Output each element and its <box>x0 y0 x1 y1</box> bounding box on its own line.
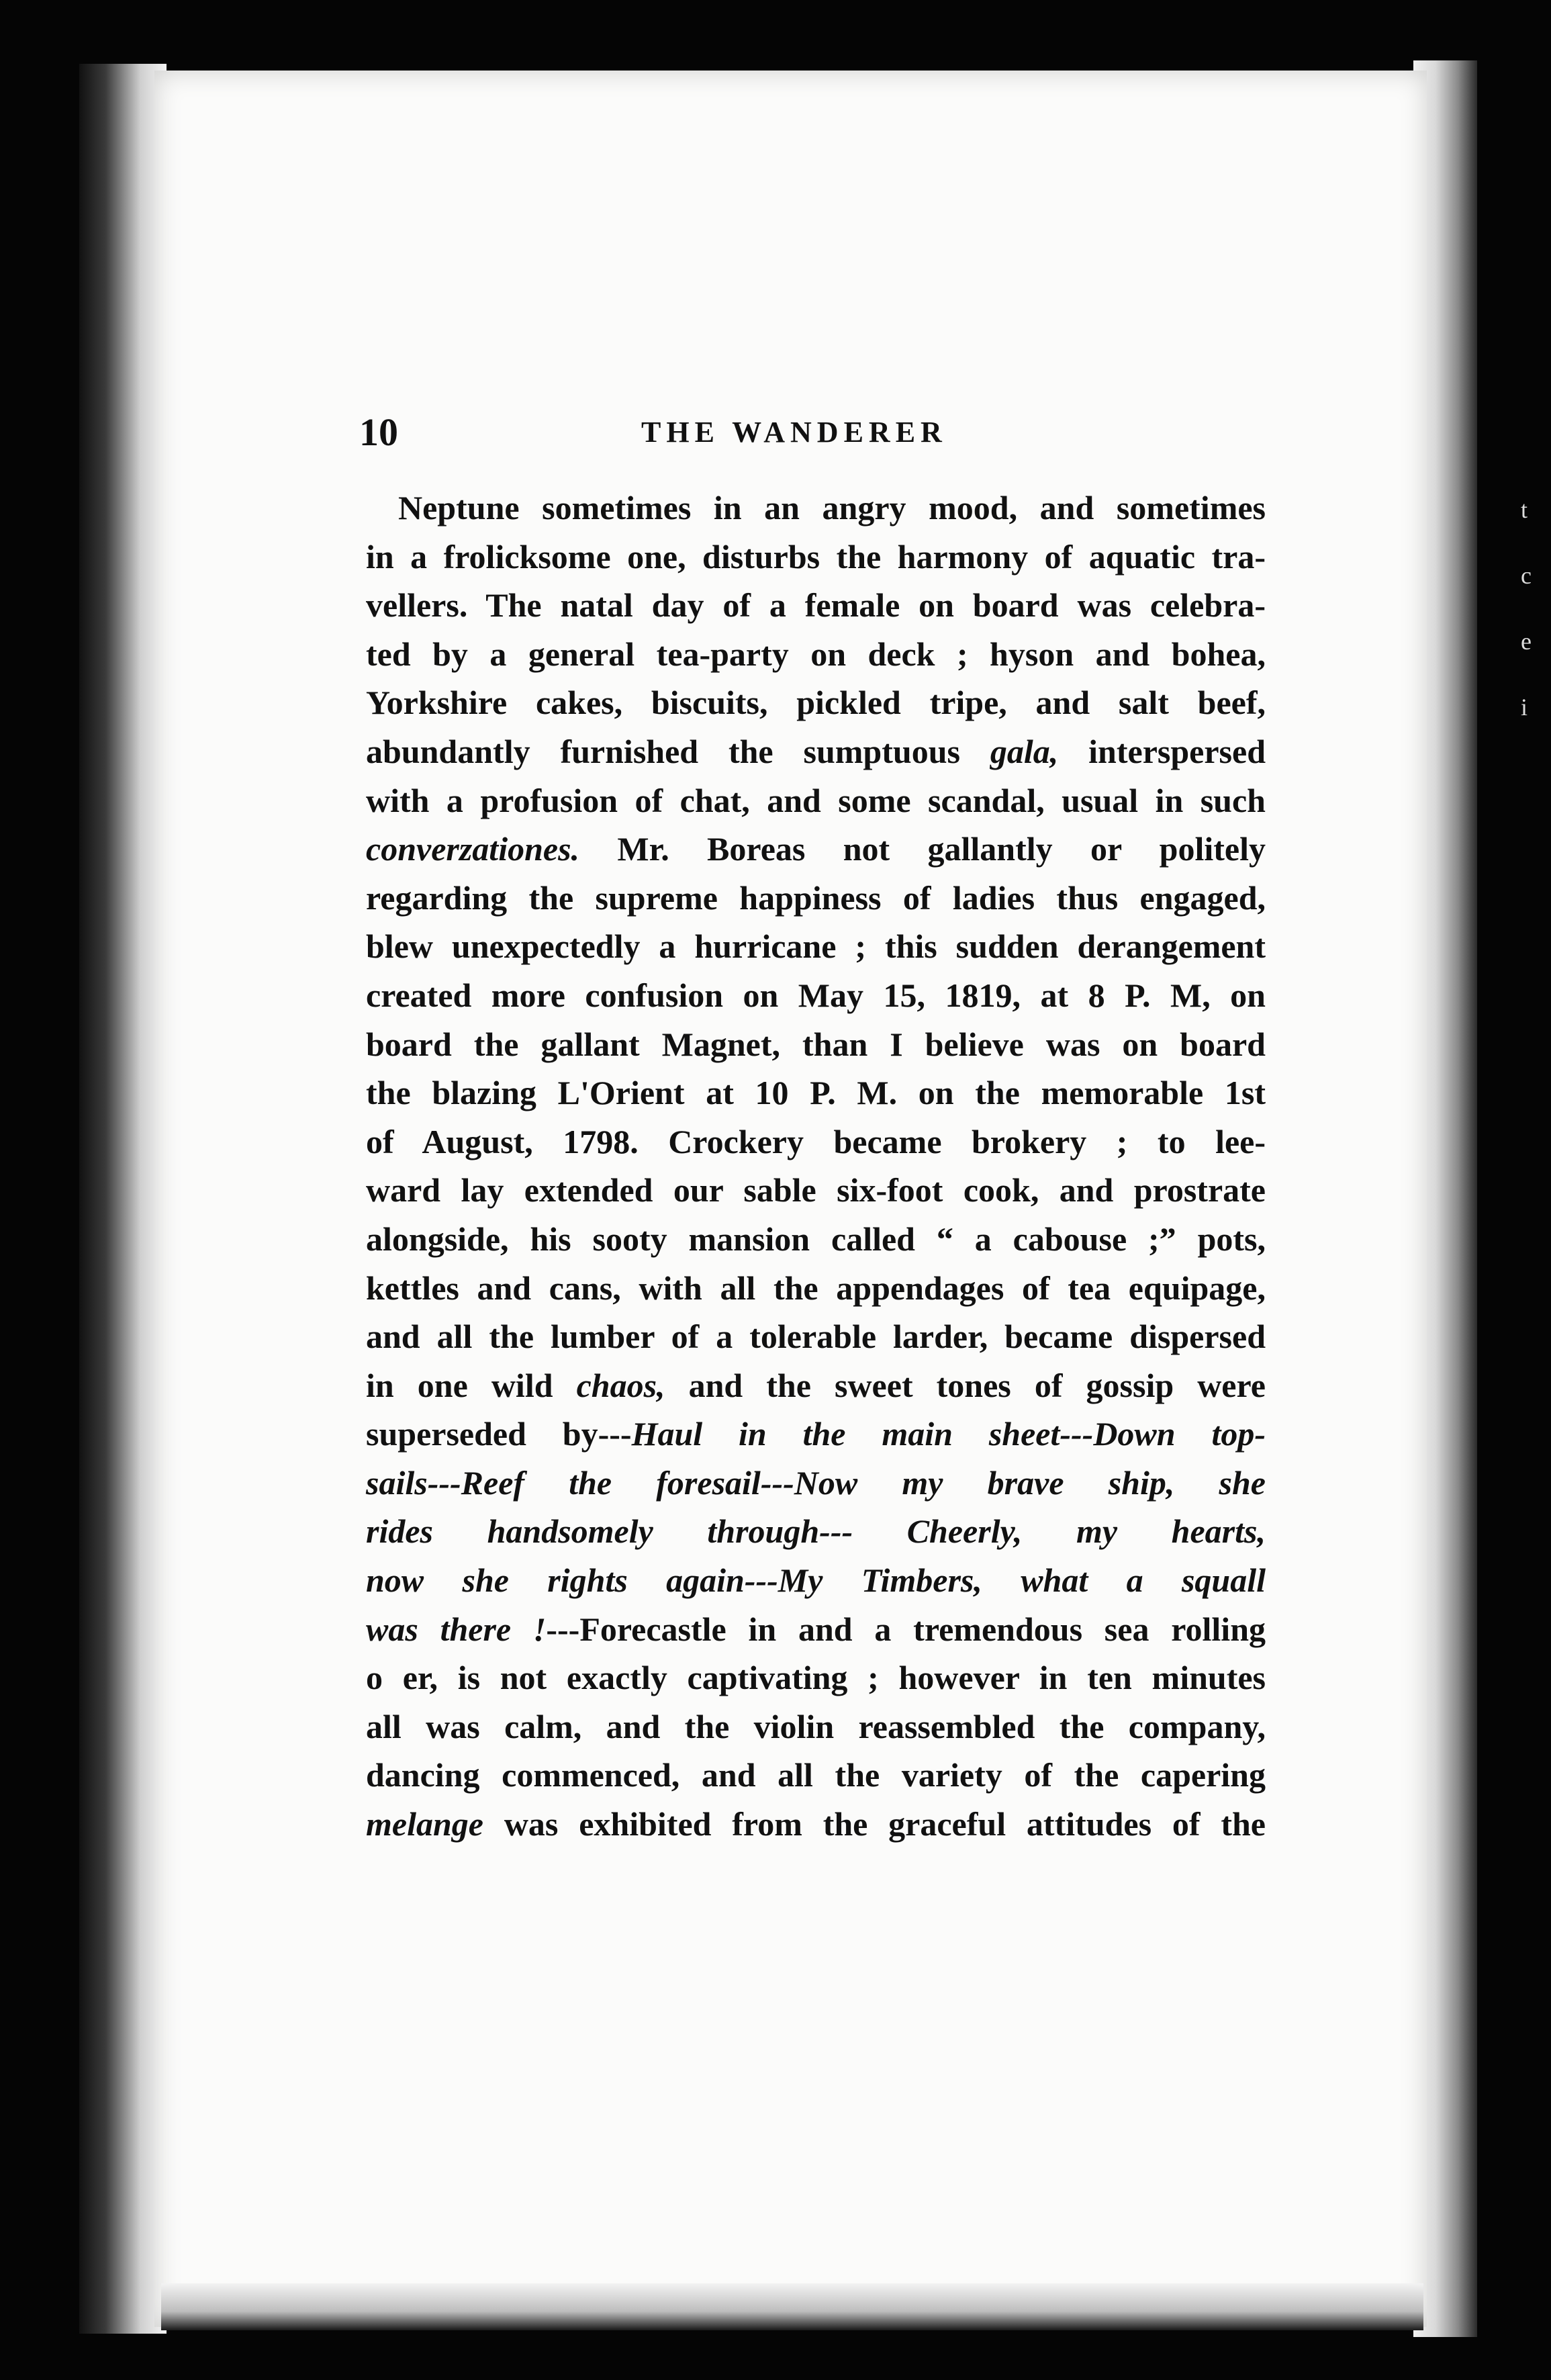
text-segment: board the gallant Magnet, than I believe was on board <box>366 1025 1266 1063</box>
italic-segment: Haul in the main sheet---Down top- <box>631 1415 1266 1453</box>
text-segment: with a profusion of chat, and some scandal, usual in such <box>366 781 1266 819</box>
text-line <box>366 630 1266 679</box>
text-line <box>366 484 1266 533</box>
text-line <box>366 581 1266 630</box>
text-line <box>366 533 1266 582</box>
text-line <box>366 1215 1266 1264</box>
text-segment: and the sweet tones of gossip were <box>665 1366 1266 1404</box>
text-line <box>366 874 1266 923</box>
text-line <box>366 727 1266 776</box>
text-line <box>366 1653 1266 1702</box>
adjacent-page-fragments <box>1521 477 1541 740</box>
italic-segment: rides handsomely through--- Cheerly, my hearts, <box>366 1512 1266 1551</box>
text-segment: Mr. Boreas not gallantly or politely <box>579 830 1266 868</box>
text-line <box>366 1702 1266 1751</box>
text-line <box>366 1312 1266 1361</box>
margin-mark: t <box>1521 496 1528 523</box>
body-text <box>366 484 1266 1849</box>
text-segment: created more confusion on May 15, 1819, at 8 P. M, on <box>366 976 1266 1014</box>
text-segment: abundantly furnished the sumptuous <box>366 732 990 770</box>
text-segment: in one wild <box>366 1366 577 1404</box>
text-segment: ted by a general tea-party on deck ; hyson and bohea, <box>366 635 1266 673</box>
text-segment: superseded by--- <box>366 1415 632 1453</box>
text-segment: was exhibited from the graceful attitudes of the <box>483 1805 1266 1843</box>
italic-segment: melange <box>366 1805 483 1843</box>
text-segment: Neptune sometimes in an angry mood, and sometimes <box>398 489 1266 527</box>
text-line <box>366 678 1266 727</box>
text-line <box>366 1507 1266 1556</box>
text-segment: kettles and cans, with all the appendages of tea equipage, <box>366 1269 1266 1307</box>
text-segment: interspersed <box>1058 732 1266 770</box>
text-line <box>366 1166 1266 1215</box>
text-segment: vellers. The natal day of a female on board was celebra- <box>366 586 1266 625</box>
text-line <box>366 1117 1266 1166</box>
book-edge-bottom <box>161 2283 1423 2330</box>
text-line <box>366 1556 1266 1605</box>
italic-segment: now she rights again---My Timbers, what a squall <box>366 1561 1266 1600</box>
text-segment: in a frolicksome one, disturbs the harmony of aquatic tra- <box>366 537 1266 576</box>
italic-segment: chaos, <box>576 1366 665 1404</box>
text-segment: alongside, his sooty mansion called “ a cabouse ;” pots, <box>366 1220 1266 1258</box>
text-segment: blew unexpectedly a hurricane ; this sudden derangement <box>366 927 1266 966</box>
text-segment: ---Forecastle in and a tremendous sea rolling <box>546 1610 1266 1648</box>
page-number: 10 <box>359 410 398 454</box>
text-line <box>366 1800 1266 1849</box>
text-segment: and all the lumber of a tolerable larder, became dispersed <box>366 1318 1266 1356</box>
text-line <box>366 776 1266 825</box>
text-segment: Yorkshire cakes, biscuits, pickled tripe, and salt beef, <box>366 684 1266 722</box>
margin-mark: e <box>1521 628 1532 655</box>
text-segment: dancing commenced, and all the variety of the capering <box>366 1756 1266 1794</box>
italic-segment: sails---Reef the foresail---Now my brave ship, she <box>366 1463 1266 1502</box>
text-line <box>366 1605 1266 1654</box>
page-header <box>359 410 1252 463</box>
text-line <box>366 1020 1266 1069</box>
text-line <box>366 1264 1266 1313</box>
text-segment: of August, 1798. Crockery became brokery ; to lee- <box>366 1122 1266 1160</box>
running-title: THE WANDERER <box>641 416 947 449</box>
text-segment: the blazing L'Orient at 10 P. M. on the memorable 1st <box>366 1074 1266 1112</box>
text-line <box>366 825 1266 874</box>
text-segment: ward lay extended our sable six-foot cook, and prostrate <box>366 1171 1266 1209</box>
text-line <box>366 971 1266 1020</box>
book-edge-left <box>79 64 167 2334</box>
italic-segment: gala, <box>990 732 1059 770</box>
text-segment: o er, is not exactly captivating ; however in ten minutes <box>366 1659 1266 1697</box>
text-line <box>366 1361 1266 1410</box>
text-line <box>366 1459 1266 1508</box>
italic-segment: was there ! <box>366 1610 547 1648</box>
text-line <box>366 1751 1266 1800</box>
text-segment: all was calm, and the violin reassembled the company, <box>366 1707 1266 1745</box>
text-line <box>366 1068 1266 1117</box>
italic-segment: converzationes. <box>366 830 580 868</box>
text-line <box>366 1410 1266 1459</box>
text-line <box>366 922 1266 971</box>
margin-mark: i <box>1521 694 1528 721</box>
margin-mark: c <box>1521 562 1532 589</box>
text-segment: regarding the supreme happiness of ladies thus engaged, <box>366 878 1266 917</box>
